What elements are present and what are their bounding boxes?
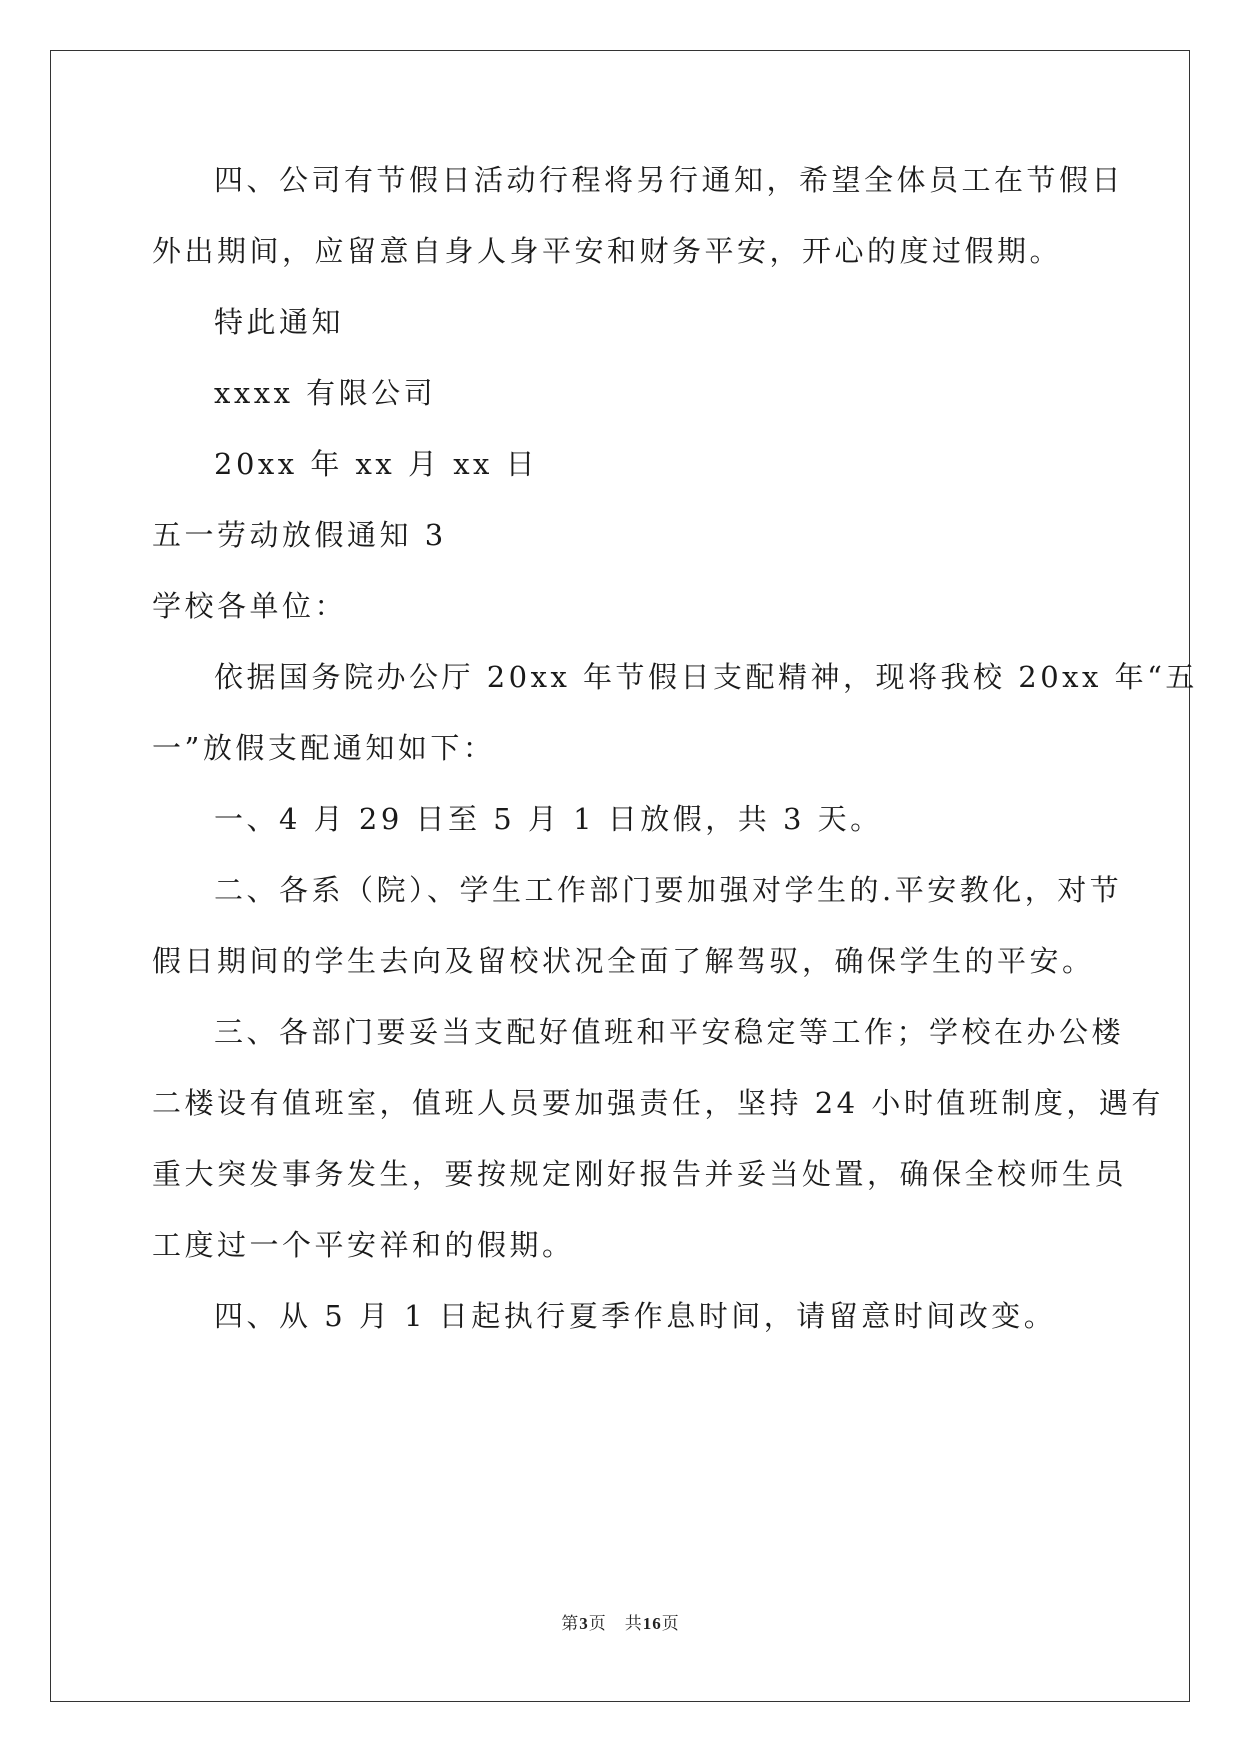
total-pages-number: 16 bbox=[642, 1614, 662, 1633]
footer-prefix: 第 bbox=[561, 1614, 580, 1634]
paragraph-line: 依据国务院办公厅 20xx 年节假日支配精神，现将我校 20xx 年“五 bbox=[214, 660, 1198, 694]
paragraph-line: 一”放假支配通知如下： bbox=[152, 731, 496, 765]
paragraph-line: 假日期间的学生去向及留校状况全面了解驾驭，确保学生的平安。 bbox=[152, 944, 1095, 978]
list-item: 二、各系（院）、学生工作部门要加强对学生的.平安教化，对节 bbox=[214, 873, 1123, 907]
current-page-number: 3 bbox=[579, 1614, 589, 1633]
list-item: 一、4 月 29 日至 5 月 1 日放假，共 3 天。 bbox=[214, 802, 883, 836]
page-footer bbox=[0, 1612, 1241, 1636]
paragraph-line: 外出期间，应留意自身人身平安和财务平安，开心的度过假期。 bbox=[152, 234, 1063, 268]
signature-company: xxxx 有限公司 bbox=[214, 376, 437, 410]
footer-total-suffix: 页 bbox=[661, 1614, 680, 1634]
closing-line: 特此通知 bbox=[214, 305, 345, 339]
salutation: 学校各单位： bbox=[152, 589, 348, 623]
signature-date: 20xx 年 xx 月 xx 日 bbox=[214, 447, 539, 481]
paragraph-line: 重大突发事务发生，要按规定刚好报告并妥当处置，确保全校师生员 bbox=[152, 1157, 1128, 1191]
paragraph-line: 四、公司有节假日活动行程将另行通知，希望全体员工在节假日 bbox=[214, 163, 1125, 197]
list-item: 三、各部门要妥当支配好值班和平安稳定等工作；学校在办公楼 bbox=[214, 1015, 1125, 1049]
footer-total-prefix: 共 bbox=[624, 1614, 643, 1634]
footer-page-suffix: 页 bbox=[588, 1614, 607, 1634]
paragraph-line: 二楼设有值班室，值班人员要加强责任，坚持 24 小时值班制度，遇有 bbox=[152, 1086, 1164, 1120]
list-item: 四、从 5 月 1 日起执行夏季作息时间，请留意时间改变。 bbox=[214, 1299, 1057, 1333]
paragraph-line: 工度过一个平安祥和的假期。 bbox=[152, 1228, 575, 1262]
section-heading: 五一劳动放假通知 3 bbox=[152, 518, 447, 552]
